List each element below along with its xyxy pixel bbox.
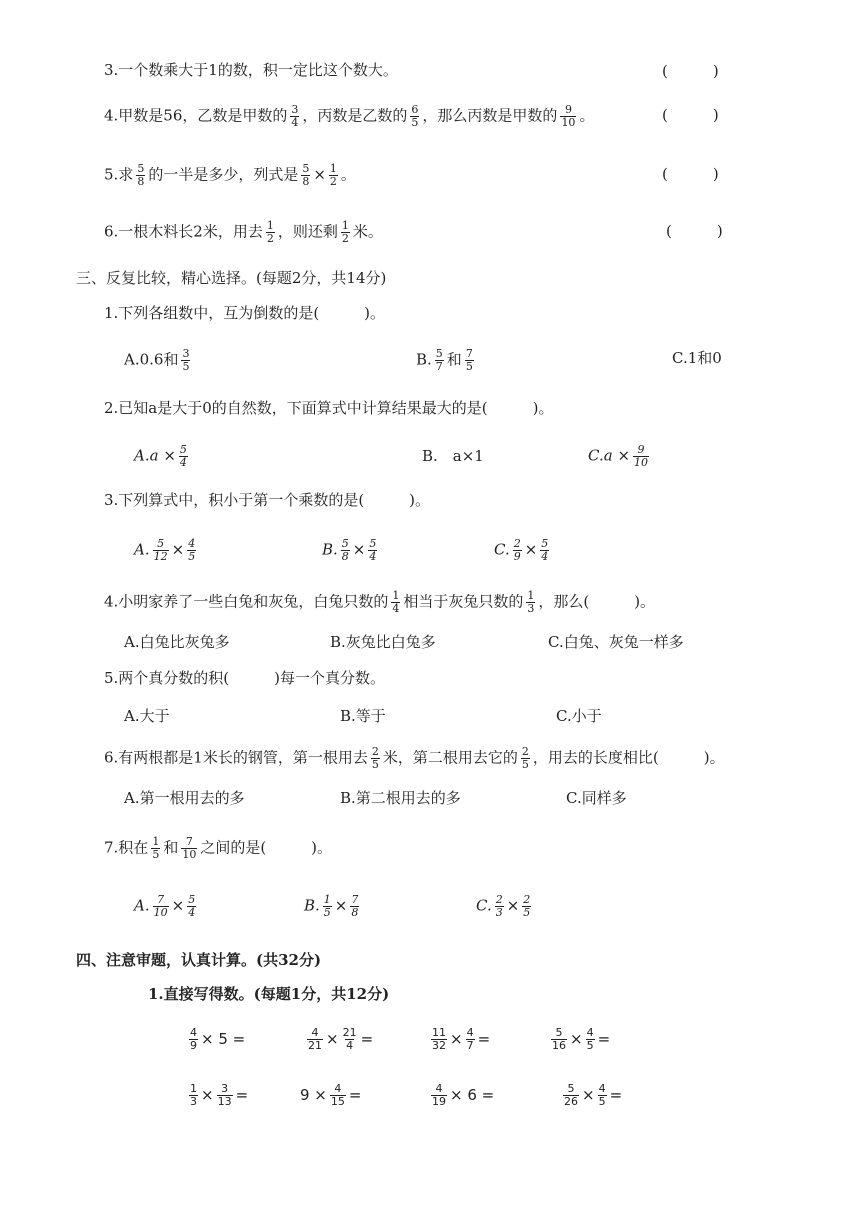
choice-q2: 2.已知a是大于0的自然数，下面算式中计算结果最大的是( )。 <box>104 399 554 417</box>
option-a[interactable]: A. $\frac{5}{12}$ × $\frac{4}{5}$ <box>134 537 196 563</box>
fraction: $\frac{2}{5}$ <box>523 893 531 919</box>
fraction: $\frac{5}{26}$ <box>564 1082 578 1108</box>
option-b[interactable]: B.等于 <box>340 707 386 725</box>
fraction: $\frac{4}{15}$ <box>330 1082 345 1108</box>
fraction: $\frac{21}{4}$ <box>342 1026 357 1052</box>
fraction: $\frac{9}{10}$ <box>634 443 649 469</box>
fraction: $\frac{7}{10}$ <box>182 835 197 861</box>
option-b[interactable]: B. $\frac{5}{7}$ 和 $\frac{7}{5}$ <box>416 347 473 373</box>
calc-item: $\frac{5}{26}$ × $\frac{4}{5}$ = <box>564 1082 623 1108</box>
fraction: $\frac{3}{4}$ <box>291 103 299 129</box>
fraction: $\frac{5}{4}$ <box>188 893 196 919</box>
fraction: $\frac{2}{5}$ <box>371 745 379 771</box>
fraction: $\frac{1}{2}$ <box>329 162 337 188</box>
fraction: $\frac{2}{3}$ <box>495 893 503 919</box>
fraction: $\frac{1}{3}$ <box>190 1082 197 1108</box>
choice-q4: 4.小明家养了一些白兔和灰兔，白兔只数的 $\frac{1}{4}$ 相当于灰兔只数的 $\frac{1}{3}$ ，那么( )。 <box>104 589 656 615</box>
option-b[interactable]: B.第二根用去的多 <box>340 789 461 807</box>
fraction: $\frac{3}{13}$ <box>217 1082 232 1108</box>
fraction: $\frac{5}{16}$ <box>552 1026 566 1052</box>
option-a[interactable]: A.a × $\frac{5}{4}$ <box>134 443 187 469</box>
fraction: $\frac{7}{8}$ <box>351 893 359 919</box>
option-b[interactable]: B.灰兔比白兔多 <box>330 633 436 651</box>
fraction: $\frac{2}{9}$ <box>513 537 521 563</box>
fraction: $\frac{4}{7}$ <box>466 1026 474 1052</box>
option-a[interactable]: A.0.6和 $\frac{3}{5}$ <box>124 347 190 373</box>
calc-item: $\frac{4}{9}$ × 5 = <box>190 1026 246 1052</box>
choice-q5: 5.两个真分数的积( )每一个真分数。 <box>104 669 386 687</box>
choice-q6: 6.有两根都是1米长的钢管，第一根用去 $\frac{2}{5}$ 米，第二根用去它的 $\frac{2}{5}$ ，用去的长度相比( )。 <box>104 745 725 771</box>
fraction: $\frac{5}{4}$ <box>369 537 377 563</box>
fraction: $\frac{2}{5}$ <box>521 745 529 771</box>
fraction: $\frac{4}{21}$ <box>308 1026 322 1052</box>
fraction: $\frac{1}{5}$ <box>323 893 331 919</box>
option-a[interactable]: A.第一根用去的多 <box>124 789 245 807</box>
option-c[interactable]: C.小于 <box>556 707 602 725</box>
option-b[interactable]: B. $\frac{1}{5}$ × $\frac{7}{8}$ <box>304 893 359 919</box>
fraction: $\frac{4}{5}$ <box>598 1082 606 1108</box>
fraction: $\frac{6}{5}$ <box>411 103 419 129</box>
judge-q5: 5.求 $\frac{5}{8}$ 的一半是多少，列式是 $\frac{5}{8}$ × $\frac{1}{2}$ 。 <box>104 162 356 188</box>
fraction: $\frac{5}{4}$ <box>179 443 187 469</box>
fraction: $\frac{1}{3}$ <box>527 589 535 615</box>
sub-title: 1.直接写得数。(每题1分，共12分) <box>148 985 390 1003</box>
option-c[interactable]: C. $\frac{2}{9}$ × $\frac{5}{4}$ <box>494 537 549 563</box>
fraction: $\frac{4}{5}$ <box>586 1026 594 1052</box>
fraction: $\frac{5}{12}$ <box>153 537 168 563</box>
option-a[interactable]: A.大于 <box>124 707 170 725</box>
option-c[interactable]: C.白兔、灰兔一样多 <box>548 633 684 651</box>
option-c[interactable]: C.a × $\frac{9}{10}$ <box>588 443 649 469</box>
choice-q7: 7.积在 $\frac{1}{5}$ 和 $\frac{7}{10}$ 之间的是( )。 <box>104 835 333 861</box>
fraction: $\frac{1}{2}$ <box>341 219 349 245</box>
fraction: $\frac{1}{4}$ <box>392 589 400 615</box>
fraction: $\frac{4}{19}$ <box>432 1082 446 1108</box>
fraction: $\frac{11}{32}$ <box>432 1026 446 1052</box>
fraction: $\frac{5}{8}$ <box>302 162 310 188</box>
section-title: 四、注意审题，认真计算。(共32分) <box>76 951 322 969</box>
fraction: $\frac{4}{9}$ <box>190 1026 197 1052</box>
fraction: $\frac{1}{2}$ <box>266 219 274 245</box>
judge-q4: 4.甲数是56，乙数是甲数的 $\frac{3}{4}$ ，丙数是乙数的 $\frac{6}{5}$ ，那么丙数是甲数的 $\frac{9}{10}$ 。 <box>104 103 595 129</box>
fraction: $\frac{5}{8}$ <box>137 162 145 188</box>
option-c[interactable]: C. $\frac{2}{3}$ × $\frac{2}{5}$ <box>476 893 531 919</box>
answer-paren[interactable]: ( ) <box>662 62 719 80</box>
option-a[interactable]: A.白兔比灰兔多 <box>124 633 230 651</box>
section-title: 三、反复比较，精心选择。(每题2分，共14分) <box>76 269 387 287</box>
judge-q3: 3.一个数乘大于1的数，积一定比这个数大。 <box>104 61 398 79</box>
option-b[interactable]: B. $\frac{5}{8}$ × $\frac{5}{4}$ <box>322 537 377 563</box>
fraction: $\frac{4}{5}$ <box>188 537 196 563</box>
calc-item: $\frac{11}{32}$ × $\frac{4}{7}$ = <box>432 1026 491 1052</box>
choice-q1: 1.下列各组数中，互为倒数的是( )。 <box>104 304 386 322</box>
calc-item: 9 × $\frac{4}{15}$ = <box>300 1082 362 1108</box>
calc-item: $\frac{5}{16}$ × $\frac{4}{5}$ = <box>552 1026 611 1052</box>
option-b[interactable]: B. a×1 <box>422 447 484 465</box>
judge-q6: 6.一根木料长2米，用去 $\frac{1}{2}$ ，则还剩 $\frac{1}{2}$ 米。 <box>104 219 383 245</box>
answer-paren[interactable]: ( ) <box>662 106 719 124</box>
fraction: $\frac{7}{5}$ <box>465 347 473 373</box>
fraction: $\frac{7}{10}$ <box>153 893 168 919</box>
fraction: $\frac{9}{10}$ <box>561 103 576 129</box>
answer-paren[interactable]: ( ) <box>666 222 723 240</box>
fraction: $\frac{3}{5}$ <box>182 347 190 373</box>
fraction: $\frac{5}{8}$ <box>341 537 349 563</box>
fraction: $\frac{5}{7}$ <box>435 347 443 373</box>
calc-item: $\frac{4}{21}$ × $\frac{21}{4}$ = <box>308 1026 374 1052</box>
choice-q3: 3.下列算式中，积小于第一个乘数的是( )。 <box>104 491 431 509</box>
answer-paren[interactable]: ( ) <box>662 165 719 183</box>
fraction: $\frac{1}{5}$ <box>152 835 160 861</box>
option-c[interactable]: C.1和0 <box>672 349 722 367</box>
calc-item: $\frac{1}{3}$ × $\frac{3}{13}$ = <box>190 1082 249 1108</box>
calc-item: $\frac{4}{19}$ × 6 = <box>432 1082 495 1108</box>
option-a[interactable]: A. $\frac{7}{10}$ × $\frac{5}{4}$ <box>134 893 196 919</box>
fraction: $\frac{5}{4}$ <box>541 537 549 563</box>
option-c[interactable]: C.同样多 <box>566 789 627 807</box>
